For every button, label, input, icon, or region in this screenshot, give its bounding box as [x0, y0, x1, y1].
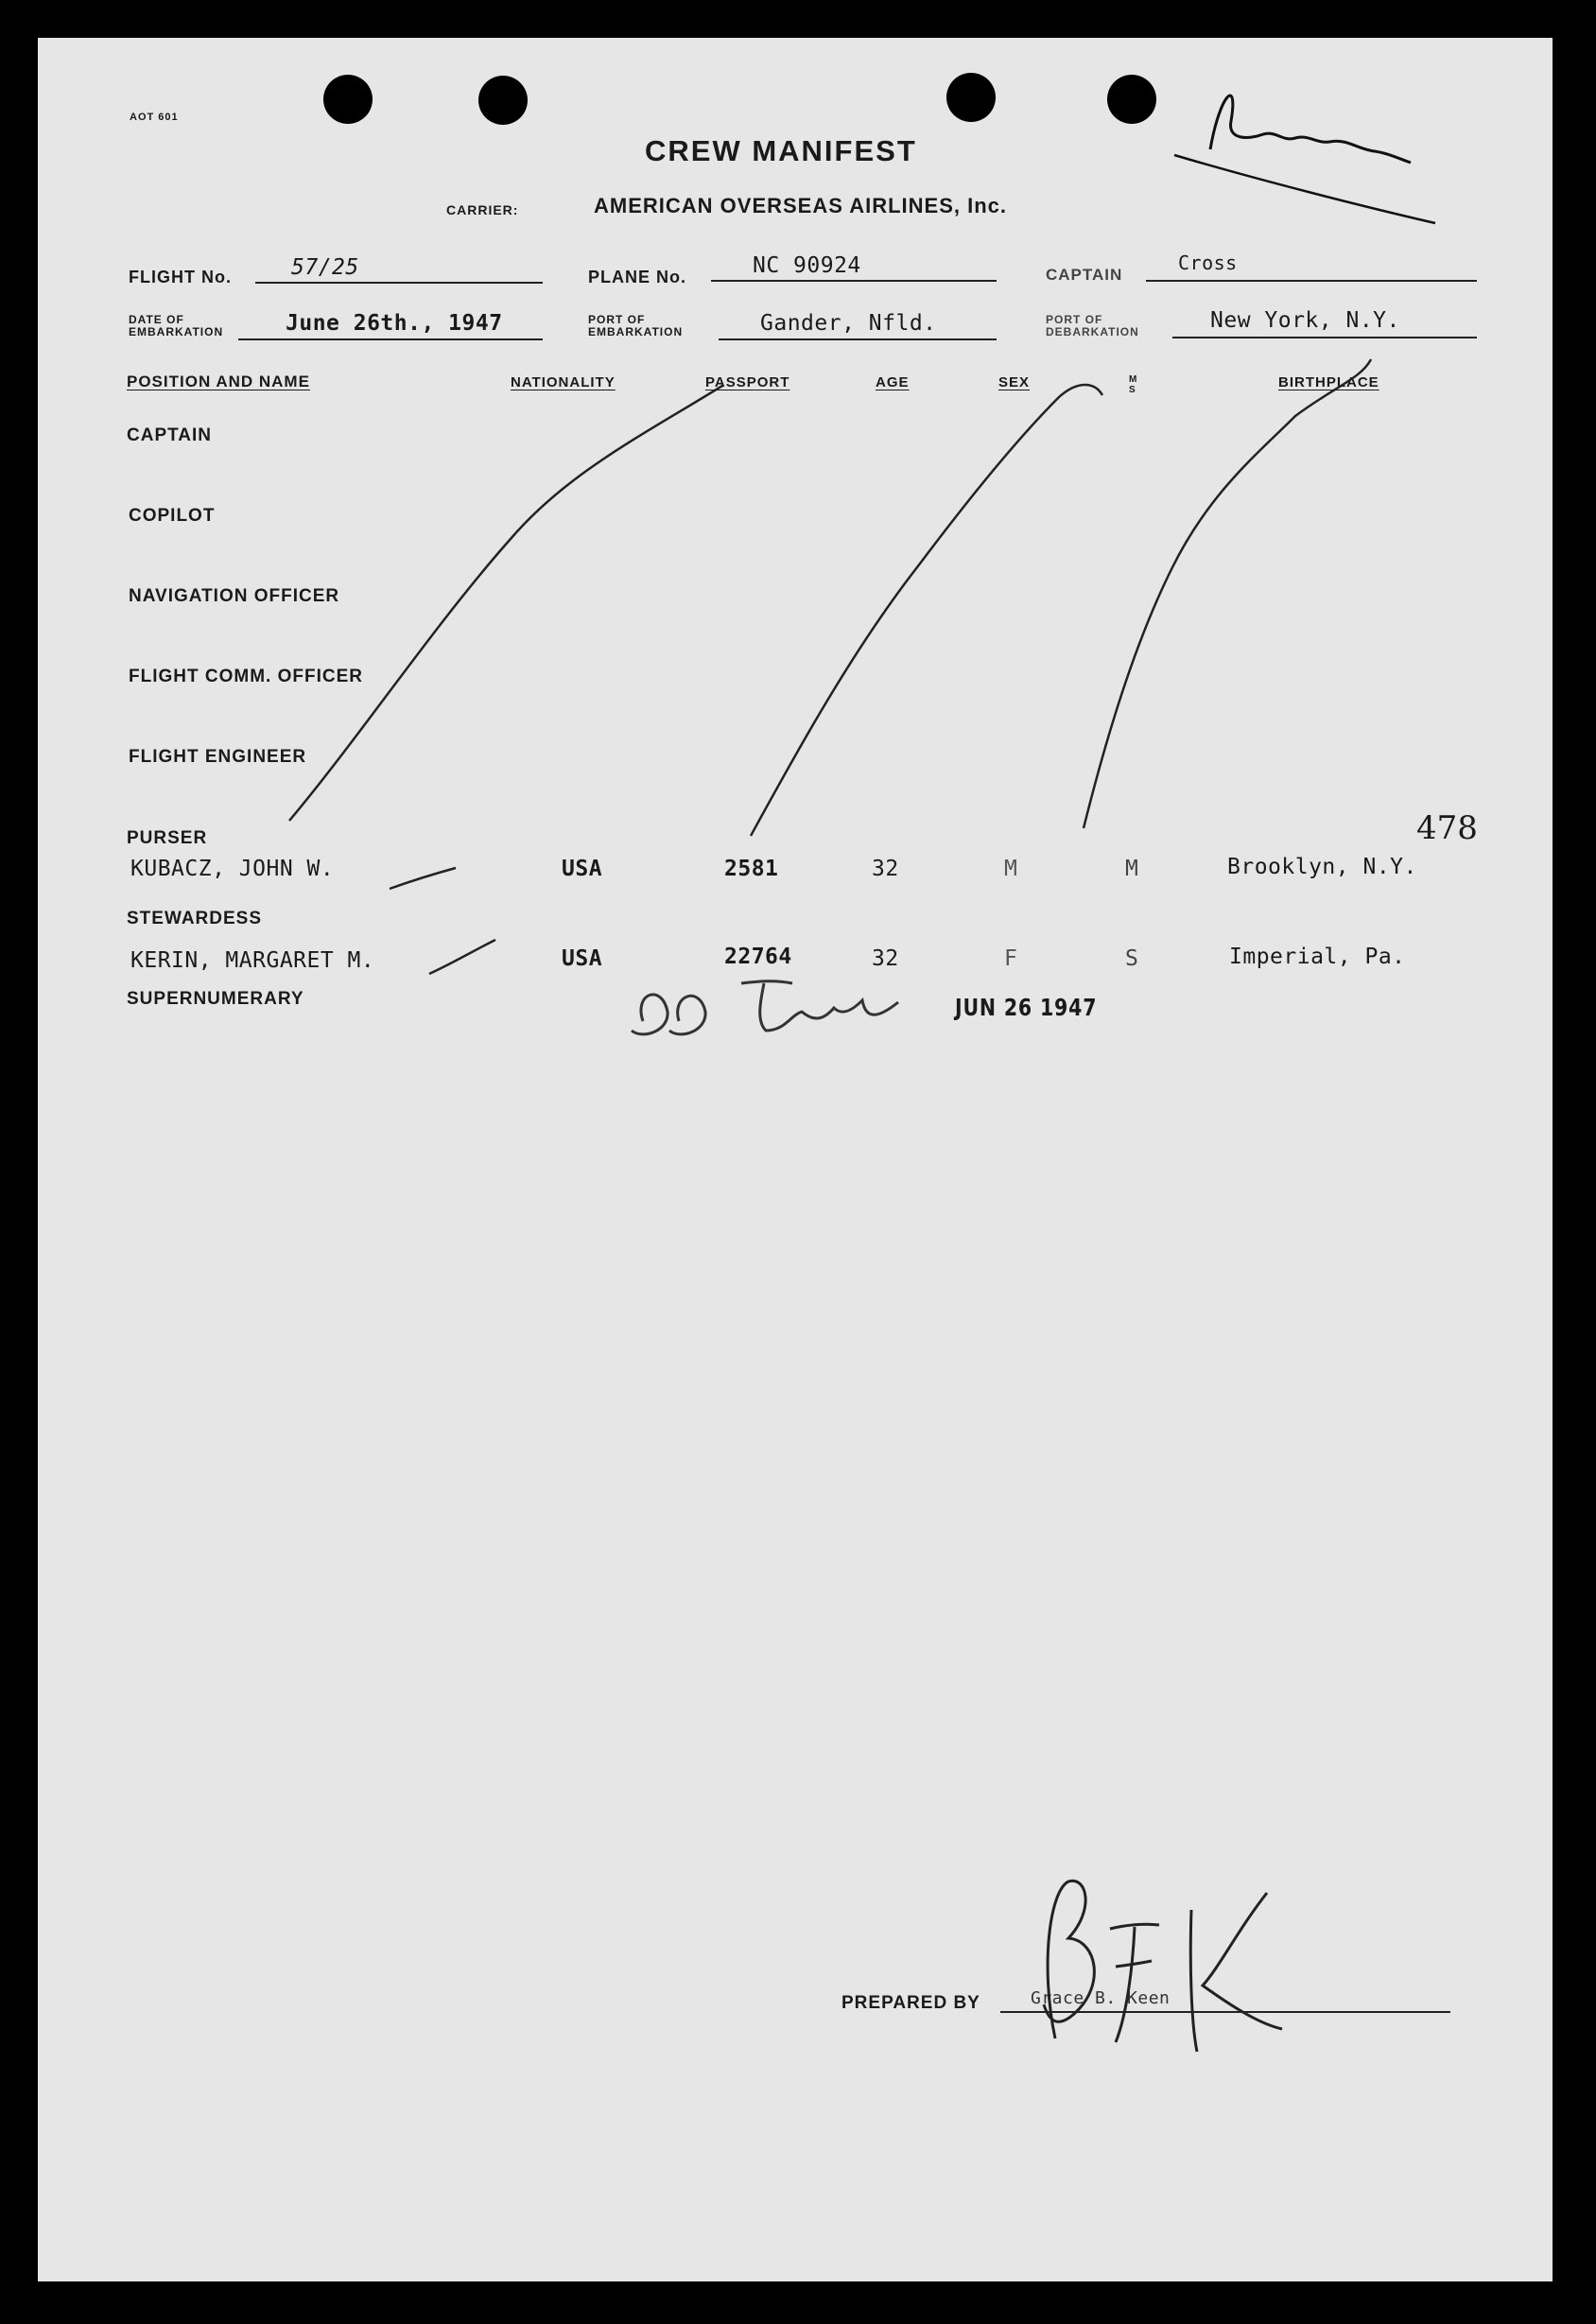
crew-passport: 22764 — [724, 945, 792, 969]
tick-mark — [390, 868, 456, 889]
col-header-passport: PASSPORT — [705, 374, 790, 390]
crew-birthplace: Brooklyn, N.Y. — [1227, 855, 1417, 879]
tick-mark — [429, 940, 495, 974]
crew-sex: F — [1004, 946, 1018, 971]
crew-sex: M — [1004, 857, 1018, 881]
port-embarkation-label: PORT OF EMBARKATION — [588, 313, 684, 338]
position-purser: PURSER — [127, 828, 208, 848]
crew-birthplace: Imperial, Pa. — [1229, 945, 1406, 969]
date-stamp: JUN 26 1947 — [955, 994, 1098, 1021]
inspector-signature — [632, 981, 898, 1034]
position-flight-comm-officer: FLIGHT COMM. OFFICER — [129, 667, 363, 686]
strike-line — [1084, 359, 1371, 828]
plane-no-value: NC 90924 — [753, 253, 861, 278]
position-copilot: COPILOT — [129, 506, 216, 526]
flight-no-label: FLIGHT No. — [129, 268, 232, 286]
col-header-sex: SEX — [998, 374, 1031, 390]
handwriting-overlay — [38, 38, 1553, 2281]
plane-no-label: PLANE No. — [588, 268, 687, 286]
col-header-position: POSITION AND NAME — [127, 373, 310, 390]
port-debarkation-label: PORT OF DEBARKATION — [1046, 313, 1139, 338]
port-debarkation-value: New York, N.Y. — [1210, 308, 1400, 333]
date-value: June 26th., 1947 — [286, 311, 503, 336]
prepared-by-label: PREPARED BY — [841, 1993, 980, 2013]
carrier-name: AMERICAN OVERSEAS AIRLINES, Inc. — [594, 194, 1008, 217]
crew-nationality: USA — [562, 857, 603, 881]
col-header-birthplace: BIRTHPLACE — [1278, 374, 1379, 390]
date-label: DATE OF EMBARKATION — [129, 313, 224, 338]
top-right-scribble — [1210, 95, 1411, 163]
strike-line — [751, 385, 1102, 836]
crew-nationality: USA — [562, 946, 603, 971]
crew-marital: S — [1125, 946, 1139, 971]
crew-age: 32 — [872, 946, 899, 971]
col-header-nationality: NATIONALITY — [511, 374, 616, 390]
form-title: CREW MANIFEST — [645, 134, 917, 167]
crew-name: KERIN, MARGARET M. — [130, 948, 375, 973]
strike-line — [289, 386, 722, 821]
flight-no-value: 57/25 — [291, 255, 359, 280]
position-navigation-officer: NAVIGATION OFFICER — [129, 586, 340, 606]
top-right-underline — [1174, 155, 1435, 223]
col-header-marital: M S — [1129, 374, 1138, 395]
crew-passport: 2581 — [724, 857, 779, 881]
col-header-age: AGE — [876, 374, 910, 390]
position-captain: CAPTAIN — [127, 425, 213, 445]
crew-name: KUBACZ, JOHN W. — [130, 857, 335, 881]
page-number: 478 — [1416, 809, 1478, 847]
captain-value: Cross — [1178, 251, 1238, 274]
prepared-by-typed: Grace B. Keen — [1031, 1988, 1171, 2008]
preparer-initials — [1190, 1893, 1282, 2052]
captain-label: CAPTAIN — [1046, 266, 1123, 284]
position-supernumerary: SUPERNUMERARY — [127, 989, 304, 1009]
crew-age: 32 — [872, 857, 899, 881]
position-stewardess: STEWARDESS — [127, 909, 263, 928]
position-flight-engineer: FLIGHT ENGINEER — [129, 747, 307, 767]
manifest-page — [38, 38, 1553, 2281]
form-number: AOT 601 — [130, 112, 179, 123]
carrier-label: CARRIER: — [446, 202, 519, 217]
port-embarkation-value: Gander, Nfld. — [760, 311, 937, 336]
preparer-initials — [1110, 1924, 1159, 2042]
crew-marital: M — [1125, 857, 1139, 881]
preparer-initials — [1044, 1881, 1094, 2038]
